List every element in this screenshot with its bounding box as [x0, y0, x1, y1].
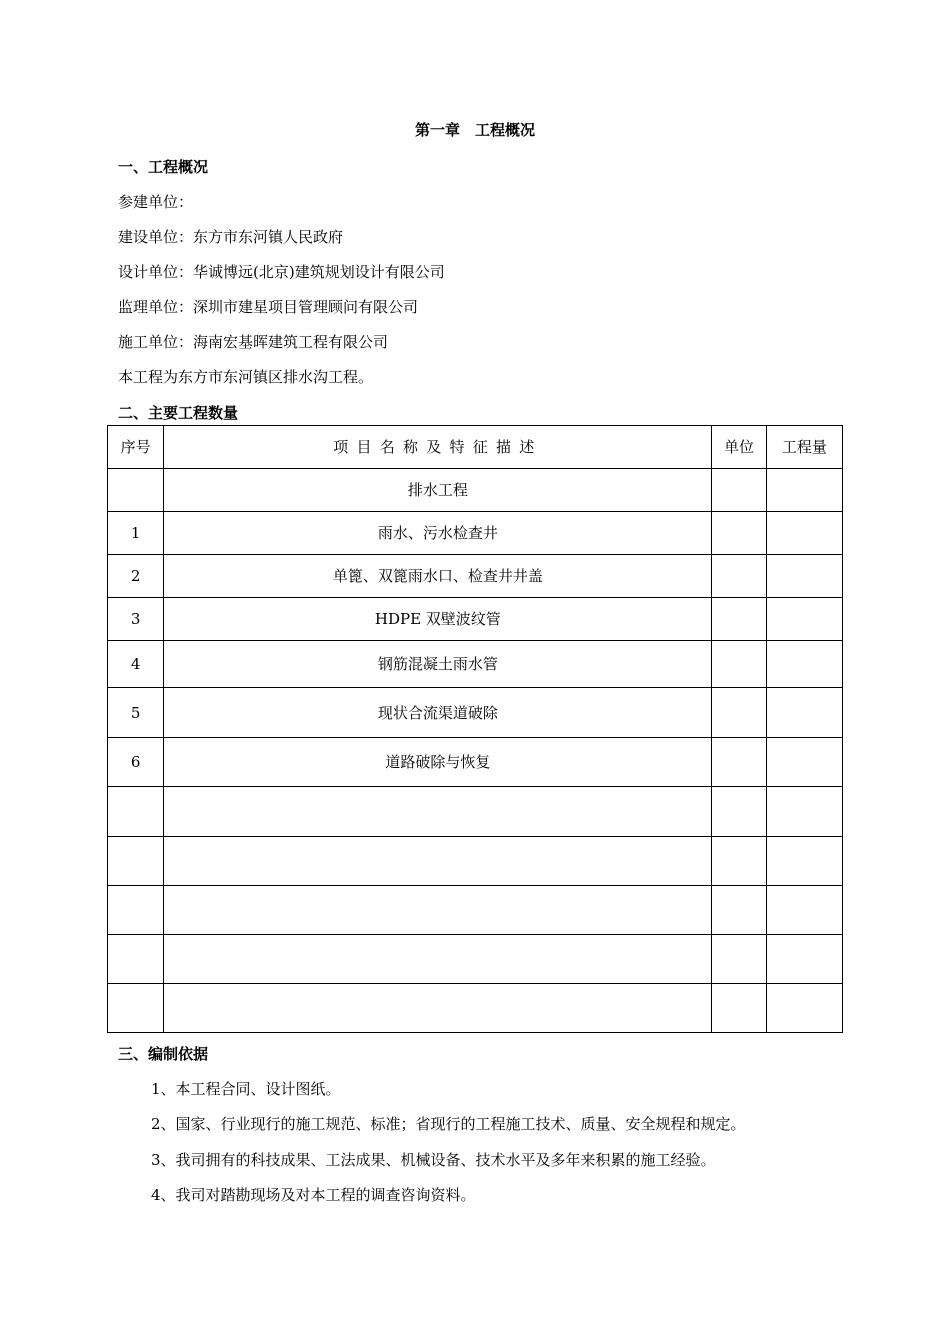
row-no — [108, 984, 164, 1033]
table-row — [108, 641, 843, 688]
row-no — [108, 935, 164, 984]
table-row — [108, 984, 843, 1033]
row-name: HDPE 双壁波纹管 — [164, 598, 712, 641]
row-name — [164, 984, 712, 1033]
row-unit — [712, 787, 766, 837]
table-row — [108, 512, 843, 555]
row-unit — [712, 738, 766, 787]
row-name — [164, 886, 712, 935]
row-qty — [766, 641, 842, 688]
header-no: 序号 — [108, 426, 164, 469]
row-unit — [712, 935, 766, 984]
row-no: 1 — [108, 512, 164, 555]
row-no — [108, 787, 164, 837]
basis-item: 1、本工程合同、设计图纸。 — [151, 1080, 341, 1098]
contractor-line: 施工单位：海南宏基晖建筑工程有限公司 — [118, 333, 389, 351]
participants-label: 参建单位： — [118, 193, 194, 211]
designer-line: 设计单位：华诚博远(北京)建筑规划设计有限公司 — [118, 263, 445, 281]
row-no — [108, 837, 164, 886]
table-row — [108, 787, 843, 837]
row-qty — [766, 555, 842, 598]
row-no — [108, 886, 164, 935]
header-qty: 工程量 — [766, 426, 842, 469]
section3-heading: 三、编制依据 — [118, 1045, 209, 1063]
row-name: 排水工程 — [164, 469, 712, 512]
client-line: 建设单位：东方市东河镇人民政府 — [118, 228, 344, 246]
row-name: 雨水、污水检查井 — [164, 512, 712, 555]
table-row — [108, 738, 843, 787]
row-unit — [712, 512, 766, 555]
row-no — [108, 469, 164, 512]
row-name: 单篦、双篦雨水口、检查井井盖 — [164, 555, 712, 598]
table-row — [108, 837, 843, 886]
row-name — [164, 787, 712, 837]
row-unit — [712, 886, 766, 935]
row-unit — [712, 984, 766, 1033]
row-qty — [766, 935, 842, 984]
table-row — [108, 555, 843, 598]
row-name: 钢筋混凝土雨水管 — [164, 641, 712, 688]
row-qty — [766, 886, 842, 935]
basis-item: 3、我司拥有的科技成果、工法成果、机械设备、技术水平及多年来积累的施工经验。 — [151, 1151, 716, 1169]
row-qty — [766, 984, 842, 1033]
table-row — [108, 598, 843, 641]
table-row — [108, 935, 843, 984]
row-unit — [712, 688, 766, 738]
row-qty — [766, 688, 842, 738]
row-qty — [766, 787, 842, 837]
row-qty — [766, 837, 842, 886]
row-qty — [766, 598, 842, 641]
row-unit — [712, 598, 766, 641]
row-unit — [712, 469, 766, 512]
project-description: 本工程为东方市东河镇区排水沟工程。 — [118, 368, 374, 386]
table-header-row — [108, 426, 843, 469]
header-name: 项目名称及特征描述 — [164, 426, 712, 469]
section1-heading: 一、工程概况 — [118, 158, 209, 176]
row-name — [164, 935, 712, 984]
row-name — [164, 837, 712, 886]
row-name: 道路破除与恢复 — [164, 738, 712, 787]
table-row — [108, 886, 843, 935]
header-unit: 单位 — [712, 426, 766, 469]
row-no: 2 — [108, 555, 164, 598]
quantities-table — [107, 425, 843, 1033]
row-no: 6 — [108, 738, 164, 787]
row-qty — [766, 738, 842, 787]
row-qty — [766, 469, 842, 512]
chapter-title: 第一章 工程概况 — [414, 121, 535, 139]
row-unit — [712, 837, 766, 886]
row-unit — [712, 555, 766, 598]
row-no: 5 — [108, 688, 164, 738]
basis-item: 4、我司对踏勘现场及对本工程的调查咨询资料。 — [151, 1186, 476, 1204]
section2-heading: 二、主要工程数量 — [118, 404, 239, 422]
table-row — [108, 688, 843, 738]
row-name: 现状合流渠道破除 — [164, 688, 712, 738]
row-qty — [766, 512, 842, 555]
table-row — [108, 469, 843, 512]
row-unit — [712, 641, 766, 688]
basis-item: 2、国家、行业现行的施工规范、标准；省现行的工程施工技术、质量、安全规程和规定。 — [151, 1115, 746, 1133]
supervisor-line: 监理单位：深圳市建星项目管理顾问有限公司 — [118, 298, 419, 316]
row-no: 3 — [108, 598, 164, 641]
row-no: 4 — [108, 641, 164, 688]
